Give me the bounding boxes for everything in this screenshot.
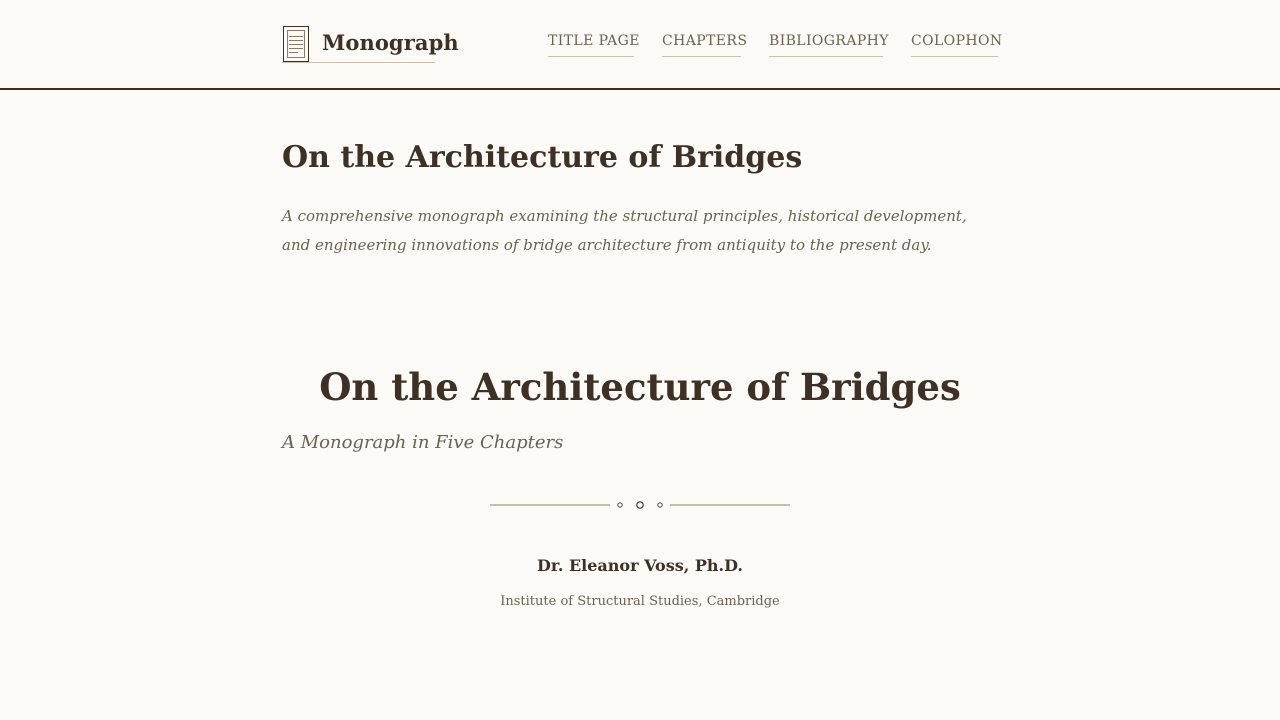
ornamental-divider [490,495,790,515]
title-page-heading: On the Architecture of Bridges [319,365,961,409]
nav-bibliography[interactable]: BIBLIOGRAPHY [769,33,883,57]
brand-name: Monograph [322,30,459,55]
nav-title-page[interactable]: TITLE PAGE [548,33,634,57]
author-name: Dr. Eleanor Voss, Ph.D. [537,556,743,575]
title-page-subtitle: A Monograph in Five Chapters [282,432,564,453]
author-affiliation: Institute of Structural Studies, Cambridge [500,594,780,609]
nav-chapters[interactable]: CHAPTERS [662,33,741,57]
site-header [0,0,1280,90]
document-icon [283,26,309,62]
brand-link[interactable] [282,25,459,63]
page-title: On the Architecture of Bridges [282,140,803,175]
abstract-text: A comprehensive monograph examining the structural principles, historical development, and engineering innovations of bridge architecture from antiquity to the present day. [282,207,967,254]
nav-colophon[interactable]: COLOPHON [911,33,998,57]
